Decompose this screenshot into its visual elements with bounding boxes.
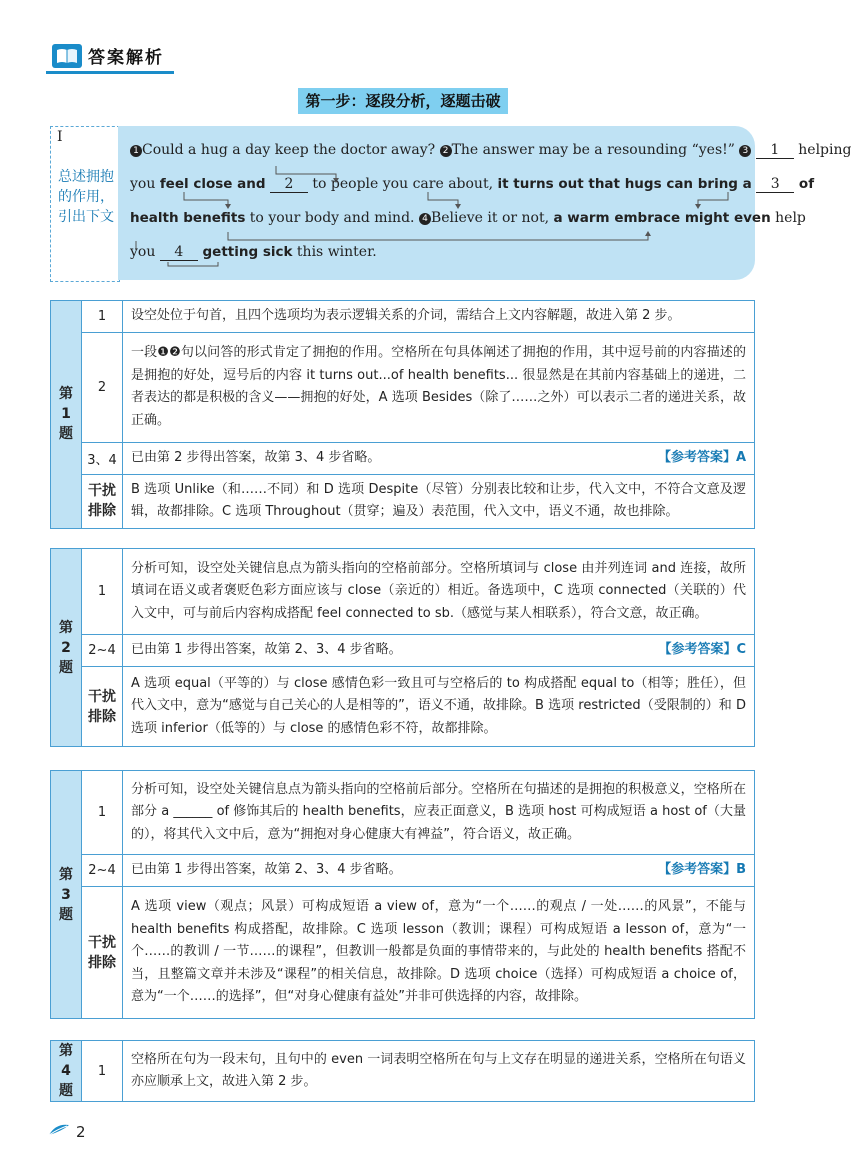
blank-2[interactable]: 2 (270, 176, 308, 193)
passage-line-3: health benefits to your body and mind. 4 Believe it or not, a warm embrace might even help (130, 210, 806, 226)
paragraph-number: I (57, 129, 63, 145)
passage-text-box (118, 126, 851, 280)
question-4-table (50, 1040, 755, 1102)
sentence-marker-1: 1 (130, 145, 142, 157)
step-text: 已由第 1 步得出答案，故第 2、3、4 步省略。 【参考答案】B (123, 855, 755, 887)
step-text: 已由第 2 步得出答案，故第 3、4 步省略。 【参考答案】A (123, 442, 755, 474)
passage-section (50, 126, 851, 280)
step-text: 一段❶❷句以问答的形式肯定了拥抱的作用。空格所在句具体阐述了拥抱的作用，其中逗号前的内容描述的是拥抱的好处，逗号后的内容 it turns out...of health benefits... 很显然是在其前内容基础上的递进，二者表达的都是积极的含义——拥抱的好处，A 选项 Besides（除了……之外）可以表示二者的递进关系，故正确。 (123, 332, 755, 442)
paragraph-summary: 总述拥抱的作用，引出下文 (58, 169, 114, 225)
step-text: 已由第 1 步得出答案，故第 2、3、4 步省略。 【参考答案】C (123, 635, 755, 667)
step-number: 2 (82, 332, 123, 442)
reference-answer: 【参考答案】C (658, 642, 746, 658)
page-footer (48, 1122, 86, 1141)
step-number: 1 (82, 771, 123, 855)
distractor-label: 干扰 排除 (82, 887, 123, 1019)
distractor-text: A 选项 equal（平等的）与 close 感情色彩一致且可与空格后的 to 构成搭配 equal to（相等；胜任），但代入文中，意为“感觉与自己关心的人是相等的”，语义不通，故排除。B 选项 restricted（受限制的）和 D 选项 inferior（低等的）与 close 的感情色彩不符，故都排除。 (123, 667, 755, 747)
distractor-label: 干扰 排除 (82, 474, 123, 528)
step-text: 设空处位于句首，且四个选项均为表示逻辑关系的介词，需结合上文内容解题，故进入第 2 步。 (123, 301, 755, 333)
step-number: 3、4 (82, 442, 123, 474)
distractor-label: 干扰 排除 (82, 667, 123, 747)
question-3-table (50, 770, 755, 1019)
page-number: 2 (76, 1122, 86, 1141)
step-number: 1 (82, 1041, 123, 1102)
sentence-marker-3: 3 (739, 145, 751, 157)
step-text: 分析可知，设空处关键信息点为箭头指向的空格前后部分。空格所在句描述的是拥抱的积极意义，空格所在部分 a ______ of 修饰其后的 health benefits，应表正面意义，B 选项 host 可构成短语 a host of（大量的），将其代入文中后，意为“拥抱对身心健康大有裨益”，符合语义，故正确。 (123, 771, 755, 855)
step-title: 第一步：逐段分析，逐题击破 (298, 88, 508, 114)
step-number: 2~4 (82, 635, 123, 667)
passage-line-4: you 4 getting sick this winter. (130, 244, 377, 260)
step-number: 1 (82, 549, 123, 635)
book-icon (52, 44, 82, 68)
sentence-marker-2: 2 (440, 145, 452, 157)
question-1-label: 第 1 题 (51, 301, 82, 529)
question-2-label: 第 2 题 (51, 549, 82, 747)
blank-1[interactable]: 1 (756, 142, 794, 159)
step-text: 空格所在句为一段末句，且句中的 even 一词表明空格所在句与上文存在明显的递进关系，空格所在句语义亦应顺承上文，故进入第 2 步。 (123, 1041, 755, 1102)
header-title: 答案解析 (88, 48, 164, 68)
step-number: 1 (82, 301, 123, 333)
leaf-icon (48, 1122, 70, 1141)
step-text: 分析可知，设空处关键信息点为箭头指向的空格前部分。空格所填词与 close 由并列连词 and 连接，故所填词在语义或者褒贬色彩方面应该与 close（亲近的）相近。备选项中，C 选项 connected（关联的）代入文中，可与前后内容构成搭配 feel connected to sb.（感觉与某人相联系），符合文意，故正确。 (123, 549, 755, 635)
question-3-label: 第 3 题 (51, 771, 82, 1019)
blank-4[interactable]: 4 (160, 244, 198, 261)
distractor-text: A 选项 view（观点；风景）可构成短语 a view of，意为“一个……的观点 / 一处……的风景”，不能与 health benefits 构成搭配，故排除。C 选项 lesson（教训；课程）可构成短语 a lesson of，意为“一个……的教训 / 一节……的课程”，但教训一般都是负面的事情带来的，与此处的 health benefits 搭配不当，且整篇文章并未涉及“课程”的相关信息，故排除。D 选项 choice（选择）可构成短语 a choice of，意为“一个……的选择”，但“对身心健康有益处”并非可供选择的内容，故排除。 (123, 887, 755, 1019)
sentence-marker-4: 4 (419, 213, 431, 225)
blank-3[interactable]: 3 (756, 176, 794, 193)
passage-line-2: you feel close and 2 to people you care about, it turns out that hugs can bring a 3 of (130, 176, 815, 192)
question-4-label: 第 4 题 (51, 1041, 82, 1102)
reference-answer: 【参考答案】A (657, 449, 746, 465)
reference-answer: 【参考答案】B (658, 862, 746, 878)
step-number: 2~4 (82, 855, 123, 887)
paragraph-label (50, 126, 120, 282)
distractor-text: B 选项 Unlike（和……不同）和 D 选项 Despite（尽管）分别表比较和让步，代入文中，不符合文意及逻辑，故都排除。C 选项 Throughout（贯穿；遍及）表范围，代入文中，语义不通，故也排除。 (123, 474, 755, 528)
question-1-table (50, 300, 755, 529)
question-2-table (50, 548, 755, 747)
section-header (46, 40, 174, 74)
passage-line-1: 1 Could a hug a day keep the doctor away? 2 The answer may be a resounding “yes!” 3 1 helping (130, 142, 851, 159)
